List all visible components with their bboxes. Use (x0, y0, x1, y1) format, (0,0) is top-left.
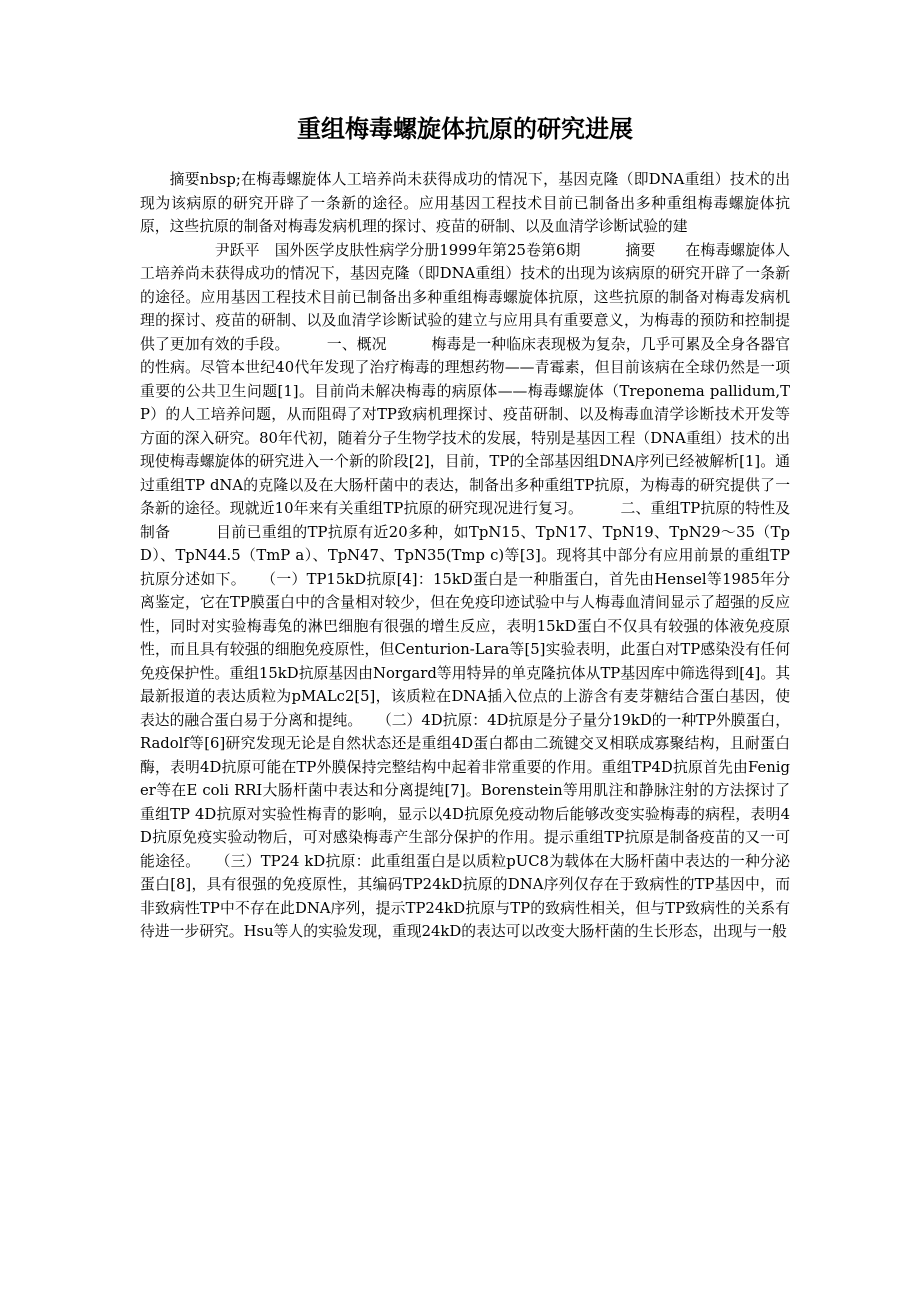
document-title: 重组梅毒螺旋体抗原的研究进展 (297, 115, 633, 143)
body-paragraph: 尹跃平 国外医学皮肤性病学分册1999年第25卷第6期 摘要 在梅毒螺旋体人工培养尚未获得成功的情况下，基因克隆（即DNA重组）技术的出现为该病原的研究开辟了一条新的途径。应用基因工程技术目前已制备出多种重组梅毒螺旋体抗原，这些抗原的制备对梅毒发病机理的探讨、疫苗的研制、以及血清学诊断试验的建立与应用具有重要意义，为梅毒的预防和控制提供了更加有效的手段。 一、概况 梅毒是一种临床表现极为复杂，几乎可累及全身各器官的性病。尽管本世纪40代年发现了治疗梅毒的理想药物——青霉素，但目前该病在全球仍然是一项重要的公共卫生问题[1]。目前尚未解决梅毒的病原体——梅毒螺旋体（Treponema pallidum,TP）的人工培养问题，从而阻碍了对TP致病机理探讨、疫苗研制、以及梅毒血清学诊断技术开发等方面的深入研究。80年代初，随着分子生物学技术的发展，特别是基因工程（DNA重组）技术的出现使梅毒螺旋体的研究进入一个新的阶段[2]，目前，TP的全部基因组DNA序列已经被解析[1]。通过重组TP dNA的克隆以及在大肠杆菌中的表达，制备出多种重组TP抗原，为梅毒的研究提供了一条新的途径。现就近10年来有关重组TP抗原的研究现况进行复习。 二、重组TP抗原的特性及制备 目前已重组的TP抗原有近20多种，如TpN15、TpN17、TpN19、TpN29～35（TpD）、TpN44.5（TmP a）、TpN47、TpN35(Tmp c)等[3]。现将其中部分有应用前景的重组TP抗原分述如下。 （一）TP15kD抗原[4]：15kD蛋白是一种脂蛋白，首先由Hensel等1985年分离鉴定，它在TP膜蛋白中的含量相对较少，但在免疫印迹试验中与人梅毒血清间显示了超强的反应性，同时对实验梅毒兔的淋巴细胞有很强的增生反应，表明15kD蛋白不仅具有较强的体液免疫原性，而且具有较强的细胞免疫原性，但Centurion-Lara等[5]实验表明，此蛋白对TP感染没有任何免疫保护性。重组15kD抗原基因由Norgard等用特异的单克隆抗体从TP基因库中筛选得到[4]。其最新报道的表达质粒为pMALc2[5]，该质粒在DNA插入位点的上游含有麦芽糖结合蛋白基因，使表达的融合蛋白易于分离和提纯。 （二）4D抗原：4D抗原是分子量分19kD的一种TP外膜蛋白，Radolf等[6]研究发现无论是自然状态还是重组4D蛋白都由二巯键交叉相联成寡聚结构，且耐蛋白酶，表明4D抗原可能在TP外膜保持完整结构中起着非常重要的作用。重组TP4D抗原首先由Feniger等在E coli RRI大肠杆菌中表达和分离提纯[7]。Borenstein等用肌注和静脉注射的方法探讨了重组TP 4D抗原对实验性梅青的影响，显示以4D抗原免疫动物后能够改变实验梅毒的病程，表明4D抗原免疫实验动物后，可对感染梅毒产生部分保护的作用。提示重组TP抗原是制备疫苗的又一可能途径。 （三）TP24 kD抗原：此重组蛋白是以质粒pUC8为载体在大肠杆菌中表达的一种分泌蛋白[8]，具有很强的免疫原性，其编码TP24kD抗原的DNA序列仅存在于致病性的TP基因中，而非致病性TP中不存在此DNA序列，提示TP24kD抗原与TP的致病性相关，但与TP致病性的关系有待进一步研究。Hsu等人的实验发现，重现24kD的表达可以改变大肠杆菌的生长形态，出现与一般 (140, 241, 790, 940)
document-page (140, 100, 790, 944)
abstract-paragraph: 摘要nbsp;在梅毒螺旋体人工培养尚未获得成功的情况下，基因克隆（即DNA重组）技术的出现为该病原的研究开辟了一条新的途径。应用基因工程技术目前已制备出多种重组梅毒螺旋体抗原，这些抗原的制备对梅毒发病机理的探讨、疫苗的研制、以及血清学诊断试验的建 (140, 171, 790, 235)
